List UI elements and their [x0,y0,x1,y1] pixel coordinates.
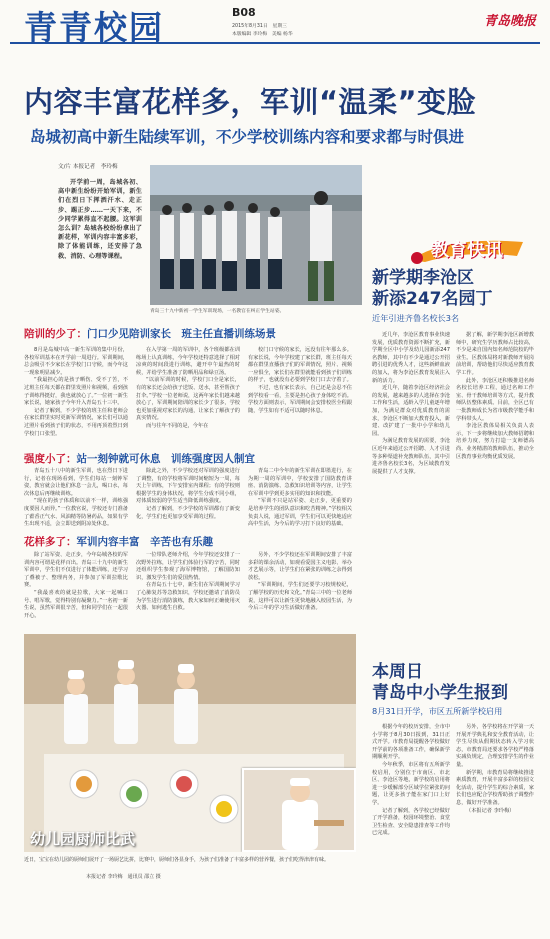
chef-portrait-illustration [244,770,354,850]
section1-label: 陪训的少了： [24,328,87,340]
story2-col2 [456,724,534,815]
headline: 内容丰富花样多，军训“温柔”变脸 [24,85,477,119]
section1-heading [24,326,276,341]
paragraph: “我最喜欢的就是拉歌，大家一起喊口号、唱军歌，觉得特别有凝聚力。”一名初一新生说，虽然军训很辛苦，但和同学们在一起很开心。 [24,589,128,619]
paragraph: 据了解，新学期李沧区新增教师中，研究生学历教师占比较高，不少是来自国内知名师范院校的毕业生。区教体局将对新教师开展岗前培训，帮助他们尽快适应教育教学工作。 [456,332,534,376]
paragraph: 在青岛五十七中，新生们在军训期间学习了心肺复苏等急救知识，学校还邀请了消防员为学生进行消防演练，教大家如何正确使用灭火器、如何逃生自救。 [136,582,240,612]
section3-heading [24,534,213,549]
kindergarten-chef-photo [24,634,356,852]
story2-title-line: 青岛中小学生报到 [372,683,508,703]
photo-overlay-title: 幼儿园厨师比武 [30,830,136,848]
section2-col2 [136,468,240,521]
paragraph: 为满足教育发展的需要，李沧区近年来通过公开招聘、人才引进等多种渠道补充教师队伍，其中引进齐鲁名校长3名，为区域教育发展提供了人才支撑。 [372,438,450,475]
story1-col1 [372,332,450,476]
section1-col1 [24,347,128,438]
paragraph: 在入学第一周的军训中，各个班级都在训练场上认真训练，今年学校还特意选择了相对凉爽的时间段进行训练，避开中午最热的时候，并给学生准备了防晒用品和绿豆汤。 [136,347,240,376]
section3-col2 [136,552,240,613]
paragraph: 青岛五十八中的新生军训，也在烈日下进行，记者在现场看到，学生们每站一刻钟军姿，教官就会让他们休息一会儿，喝口水，每次休息后再继续训练。 [24,468,128,497]
paragraph: 近几年，随着李沧区经济社会的发展，越来越多的人选择在李沧工作和生活，适龄入学儿童逐年增加，为满足群众对优质教育的需求，李沧区不断加大教育投入，新建、改扩建了一批中小学和幼儿园。 [372,385,450,437]
story1-subtitle: 近年引进齐鲁名校长3名 [372,313,460,323]
section2-label: 强度小了： [24,453,77,465]
paragraph: 记者了解到，不少学校的军训都有了新变化，学生们也更加享受军训的过程。 [136,505,240,520]
section2-col3 [248,468,352,529]
story1-title-line: 新添247名园丁 [372,289,493,309]
story1-title [372,268,493,310]
section2-heading [24,451,255,466]
paragraph: 校门口守候的家长，远没有往年那么多。有家长说，今年学校建了家长群，班主任每天都在群里直播孩子们的军训情况，照片、视频一应俱全，家长们在群里就能看到孩子们训练的样子，也就没有必要到学校门口去守着了。 [248,347,352,384]
section2-title: 站一刻钟就可休息 训练强度因人制宜 [76,453,255,465]
military-training-photo [150,165,362,305]
paragraph: “军训不只是站军姿、走正步，更重要的是培养学生的团队意识和吃苦精神。”学校相关负责人说，通过军训，学生们可以更快地适应高中生活，为今后的学习打下良好的基础。 [248,498,352,528]
section3-title: 军训内容丰富 辛苦也有乐趣 [76,536,213,548]
section1-title: 门口少见陪训家长 班主任直播训练场景 [87,328,276,340]
photo-bottom-credit: 本报记者 李玲梅 通讯员 邵立 摄 [86,874,161,880]
paragraph: 8月是岛城中高一新生军训的集中月份，各校军训基本在开学前一周进行。军训期间，总会吸引不少家长在学校门口守候，而今年这一现象明显减少。 [24,347,128,376]
photo-bottom-caption: 近日，宝宝在幼儿园的厨师们展开了一场厨艺比拼，比赛中，厨师们各显身手，为孩子们准备了丰富多样的营养餐，孩子们吃得津津有味。 [24,857,330,863]
byline: 文/片 本报记者 李玲梅 [58,164,118,170]
story1-title-line: 新学期李沧区 [372,268,474,288]
story2-col1 [372,724,450,838]
paragraph: 近几年，李沧区教育事业快速发展，优质教育资源不断扩充，新学期全区中小学及幼儿园新添247名教师，其中有不少是通过公开招聘引进的优秀人才，这些新鲜血液的加入，将为李沧区教育发展注入新的活力。 [372,332,450,384]
paragraph: 李沧区教体局相关负责人表示，下一步将继续加大教师招聘和培养力度，努力打造一支师德高尚、业务精湛的教师队伍，推动全区教育事业均衡优质发展。 [456,423,534,460]
page-number: B08 [232,6,256,19]
section1-col3 [248,347,352,415]
paragraph: 不过，也有家长表示，自己还是会忍不住到学校看一看，主要是担心孩子身体吃不消。学校方面则表示，军训期间会安排校医全程跟随，学生如有不适可以随时休息。 [248,384,352,414]
paragraph: 除了站军姿、走正步，今年岛城各校的军训内容可谓是花样百出。青岛三十九中的新生军训中，学生们不仅进行了体能训练，还学习了叠被子、整理内务，并参加了军训拉歌比赛。 [24,552,128,589]
section-title: 青青校园 [24,8,164,47]
paragraph: 而与往年不同的是，今年在 [146,422,209,429]
photo-top-caption: 青岛三十九中新初一学生军训现场，一名教官在纠正学生站姿。 [150,309,285,314]
paragraph: “军训期间，学生们还要学习校规校纪，了解学校的历史和文化。”青岛三中的一位老师说，这样可以让新生更快地融入校园生活，为今后三年的学习生活做好准备。 [248,582,352,612]
paragraph: 此外，李沧区还积极推进名师名校长培养工程，通过名师工作室、骨干教师培训等方式，提升教师队伍整体素质。目前，全区已有一批教师成长为省市级教学能手和学科带头人。 [456,377,534,422]
training-field-illustration [150,165,362,305]
paragraph: 除此之外，不少学校还对军训的强度进行了调整，有的学校将军训时间缩短为一周，每天上午训练，下午安排室内课程；有的学校则根据学生的身体状况，将学生分成不同小组，对体质较弱的学生适当降低训练强度。 [136,468,240,505]
brand-logo: 青岛晚报 [484,14,537,29]
paragraph: “以前军训的时候，学校门口全是家长，有的家长还会给孩子送饭、送水，甚至帮孩子打伞。”学校一位老师说，这两年家长们越来越放心了，军训期间陪训的家长少了很多，学校也更加重视对家长的沟通，让家长了解孩子的真实情况。 [136,377,240,422]
paragraph: 另外，不少学校还在军训期间安排了丰富多彩的课余活动，如观看爱国主义电影、举办才艺展示等，让学生们在紧张的训练之余得到放松。 [248,552,352,581]
paragraph: 记者了解到，各学校已经做好了开学准备，校园环境整治、食堂卫生检查、安全隐患排查等工作均已完成。 [372,807,450,837]
masthead [0,0,550,47]
inset-photo [242,768,356,852]
badge-label: 教育快讯 [431,240,503,261]
section3-label: 花样多了： [24,536,77,548]
lead-text: 开学前一周，岛城各初、高中新生纷纷开始军训，新生们在烈日下挥洒汗水、走正步、踢正步……一天下来，不少同学累得直不起腰。这军训怎么训？岛城各校纷纷拿出了新花样，军训内容丰富多彩，除了体能训练，还安排了急救、消防、心理等课程。 [58,179,142,260]
headline-subtitle: 岛城初高中新生陆续军训，不少学校训练内容和要求都与时俱进 [30,128,465,146]
section3-col3 [248,552,352,613]
paragraph: “我最担心的是孩子晒伤、受不了苦，不过班主任每天都在群里发照片和视频，看到孩子训练得挺好，我也就放心了。”一位初一新生家长说，她家孩子今年升入青岛五十三中。 [24,377,128,407]
story2-title [372,662,508,704]
paragraph: “现在的孩子体质和以前不一样，训练强度要因人而异。”一位教官说，学校还专门准备了藿香正气水、风油精等防暑药品，如果有学生出现不适，会立即送到阴凉处休息。 [24,498,128,528]
section1-col2 [136,347,240,431]
paragraph: 一位带队老师介绍，今年学校还安排了一次野外拉练，让学生们体验行军的辛苦，同时还组织学生参观了海军博物馆，了解国防知识，激发学生们的爱国热情。 [136,552,240,581]
editor-line: 本版编辑 李玲梅 美编 杨华 [232,32,293,37]
lead-paragraph [58,178,142,261]
paragraph: 根据今年的校历安排，全市中小学将于8月30日报到，31日正式开学。市教育局提醒各学校做好开学前的各项准备工作，确保新学期顺利开学。 [372,724,450,761]
section2-col1 [24,468,128,529]
section3-col1 [24,552,128,620]
story2-title-line: 本周日 [372,662,423,682]
paragraph: 记者了解到，不少学校的班主任和老师会在家长群里实时更新军训情况，家长们可以通过照片看到孩子们的状态，不用再顶着烈日到学校门口张望。 [24,407,128,437]
story1-col2 [456,332,534,461]
sidebar-badge [405,234,529,264]
masthead-divider [10,42,540,44]
date-line: 2015年8月31日 星期三 [232,24,287,29]
paragraph: 新学期，市教育局将继续推进素质教育，开展丰富多彩的校园文化活动，提升学生的综合素质，家长们也应配合学校帮助孩子调整作息，做好开学准备。 [456,769,534,806]
paragraph: 另外，各学校将在开学第一天开展开学典礼和安全教育活动，让学生尽快从假期状态转入学习状态，市教育局还要求各学校严格落实减负规定，合理安排学生的作业量。 [456,724,534,768]
story2-subtitle: 8月31日开学，市区五所新学校启用 [372,706,503,716]
paragraph: （本报记者 李玲梅） [466,807,515,814]
paragraph: 青岛二中今年的新生军训在即墨进行，在为期一周的军训中，学校安排了国防教育讲座、消防演练、急救知识培训等内容，让学生在军训中学到更多实用的知识和技能。 [248,468,352,497]
paragraph: 今年秋季，市区将有五所新学校启用，分别位于市南区、市北区、李沧区等地，新学校的启用将进一步缓解部分区域学位紧张的问题，让更多孩子能在家门口上好学。 [372,761,450,806]
